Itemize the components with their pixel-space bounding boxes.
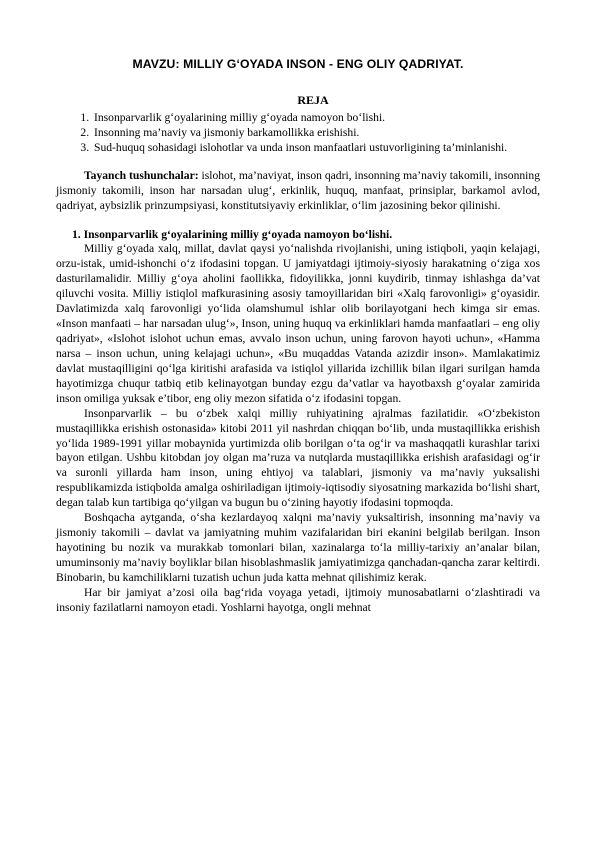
key-concepts-text: islohot, ma’naviyat, inson qadri, insonning ma’naviy takomili, insonning jismoniy takomili, inson har narsadan ulug‘, erkinlik, huquq, manfaat, prinsiplar, barkamol avlod, qadriyat, aybsizlik prinzumpsiyasi, konstitutsiyaviy erkinliklar, o‘lim jazosining bekor qilinishi. [56, 169, 540, 213]
plan-heading: REJA [297, 93, 329, 107]
body-paragraph: Insonparvarlik – bu o‘zbek xalqi milliy ruhiyatining ajralmas fazilatidir. «O‘zbekiston mustaqillikka erishish ostonasida» kitobi 2011 yil nashrdan chiqqan bo‘lib, unda mustaqillikka erishish yo‘lida 1989-1991 yillar mobaynida yurtimizda olib borilgan o‘ta og‘ir va mashaqqatli kurashlar tarixi bayon etilgan. Ushbu kitobdan joy olgan ma’ruza va nutqlarda mustaqillikka erishish arafasidagi og‘ir va suronli yillarda ham inson, uning ehtiyoj va talablari, jismoniy va ma’naviy yuksalishi respublikamizda istiqbolda amalga oshiriladigan ijtimoiy-iqtisodiy siyosatning markazida bo‘lishi shart, degan talab kun tartibiga qo‘yilgan va bugun bu o‘zining hayotiy ifodasini topmoqda. [56, 406, 540, 510]
section-heading: 1. Insonparvarlik g‘oyalarining milliy g‘oyada namoyon bo‘lishi. [72, 228, 393, 242]
plan-list [56, 110, 540, 155]
plan-item: 3. Sud-huquq sohasidagi islohotlar va unda inson manfaatlari ustuvorligining ta’minlanishi. [92, 140, 540, 155]
document-title: MAVZU: MILLIY G‘OYADA INSON - ENG OLIY QADRIYAT. [132, 57, 464, 71]
plan-item: 2. Insonning ma’naviy va jismoniy barkamollikka erishishi. [92, 125, 540, 140]
body-paragraph: Boshqacha aytganda, o‘sha kezlardayoq xalqni ma’naviy yuksaltirish, insonning ma’naviy va jismoniy takomili – davlat va jamiyatning muhim vazifalaridan biri ekanini belgilab berilgan. Inson hayotining bu nozik va murakkab tomonlari bilan, xazinalarga to‘la milliy-tarixiy an’analar bilan, umuminsoniy ma’naviy boyliklar bilan hisoblashmaslik jamiyatimizga qanchadan-qancha zarar keltirdi. Binobarin, bu kamchiliklarni tuzatish uchun juda katta mehnat qilishimiz kerak. [56, 511, 540, 585]
body-paragraph: Milliy g‘oyada xalq, millat, davlat qaysi yo‘nalishda rivojlanishi, uning istiqboli, yaqin kelajagi, orzu-istak, umid-ishonchi o‘z ifodasini topgan. U jamiyatdagi ijtimoiy-siyosiy harakatning o‘ziga xos dasturilamalidir. Milliy g‘oya aholini faollikka, fidoyilikka, jonni kuydirib, tinmay ishlashga da’vat qiluvchi vosita. Milliy istiqlol mafkurasining asosiy tamoyillaridan biri «Xalq farovonligi» g‘oyasidir. Davlatimizda xalq farovonligi yo‘lida olamshumul ishlar olib borilayotgani hech kimga sir emas. «Inson manfaati – har narsadan ulug‘», Inson, uning huquq va erkinliklari hamda manfaatlari – eng oliy qadriyat», «Islohot islohot uchun emas, avvalo inson uchun, uning farovon hayoti uchun», «Hamma narsa – inson uchun, uning kelajagi uchun», «Bu muqaddas Vatanda azizdir inson». Mamlakatimiz davlat mustaqilligini qo‘lga kiritishi arafasida va istiqlol yillarida izchillik bilan ilgari surilgan hamda hayotimizga chuqur tatbiq etib kelinayotgan bunday ezgu da’vatlar va hayotbaxsh g‘oyalar zamirida inson omiliga yuksak e’tibor, eng oliy mezon sifatida o‘z ifodasini topgan. [56, 242, 540, 405]
body-paragraph: Har bir jamiyat a’zosi oila bag‘rida voyaga yetadi, ijtimoiy munosabatlarni o‘zlashtiradi va insoniy fazilatlarni namoyon etadi. Yoshlarni hayotga, ongli mehnat [56, 586, 540, 615]
key-concepts-label: Tayanch tushunchalar: [84, 169, 199, 183]
key-concepts [56, 169, 540, 214]
plan-item: 1. Insonparvarlik g‘oyalarining milliy g‘oyada namoyon bo‘lishi. [92, 110, 540, 125]
